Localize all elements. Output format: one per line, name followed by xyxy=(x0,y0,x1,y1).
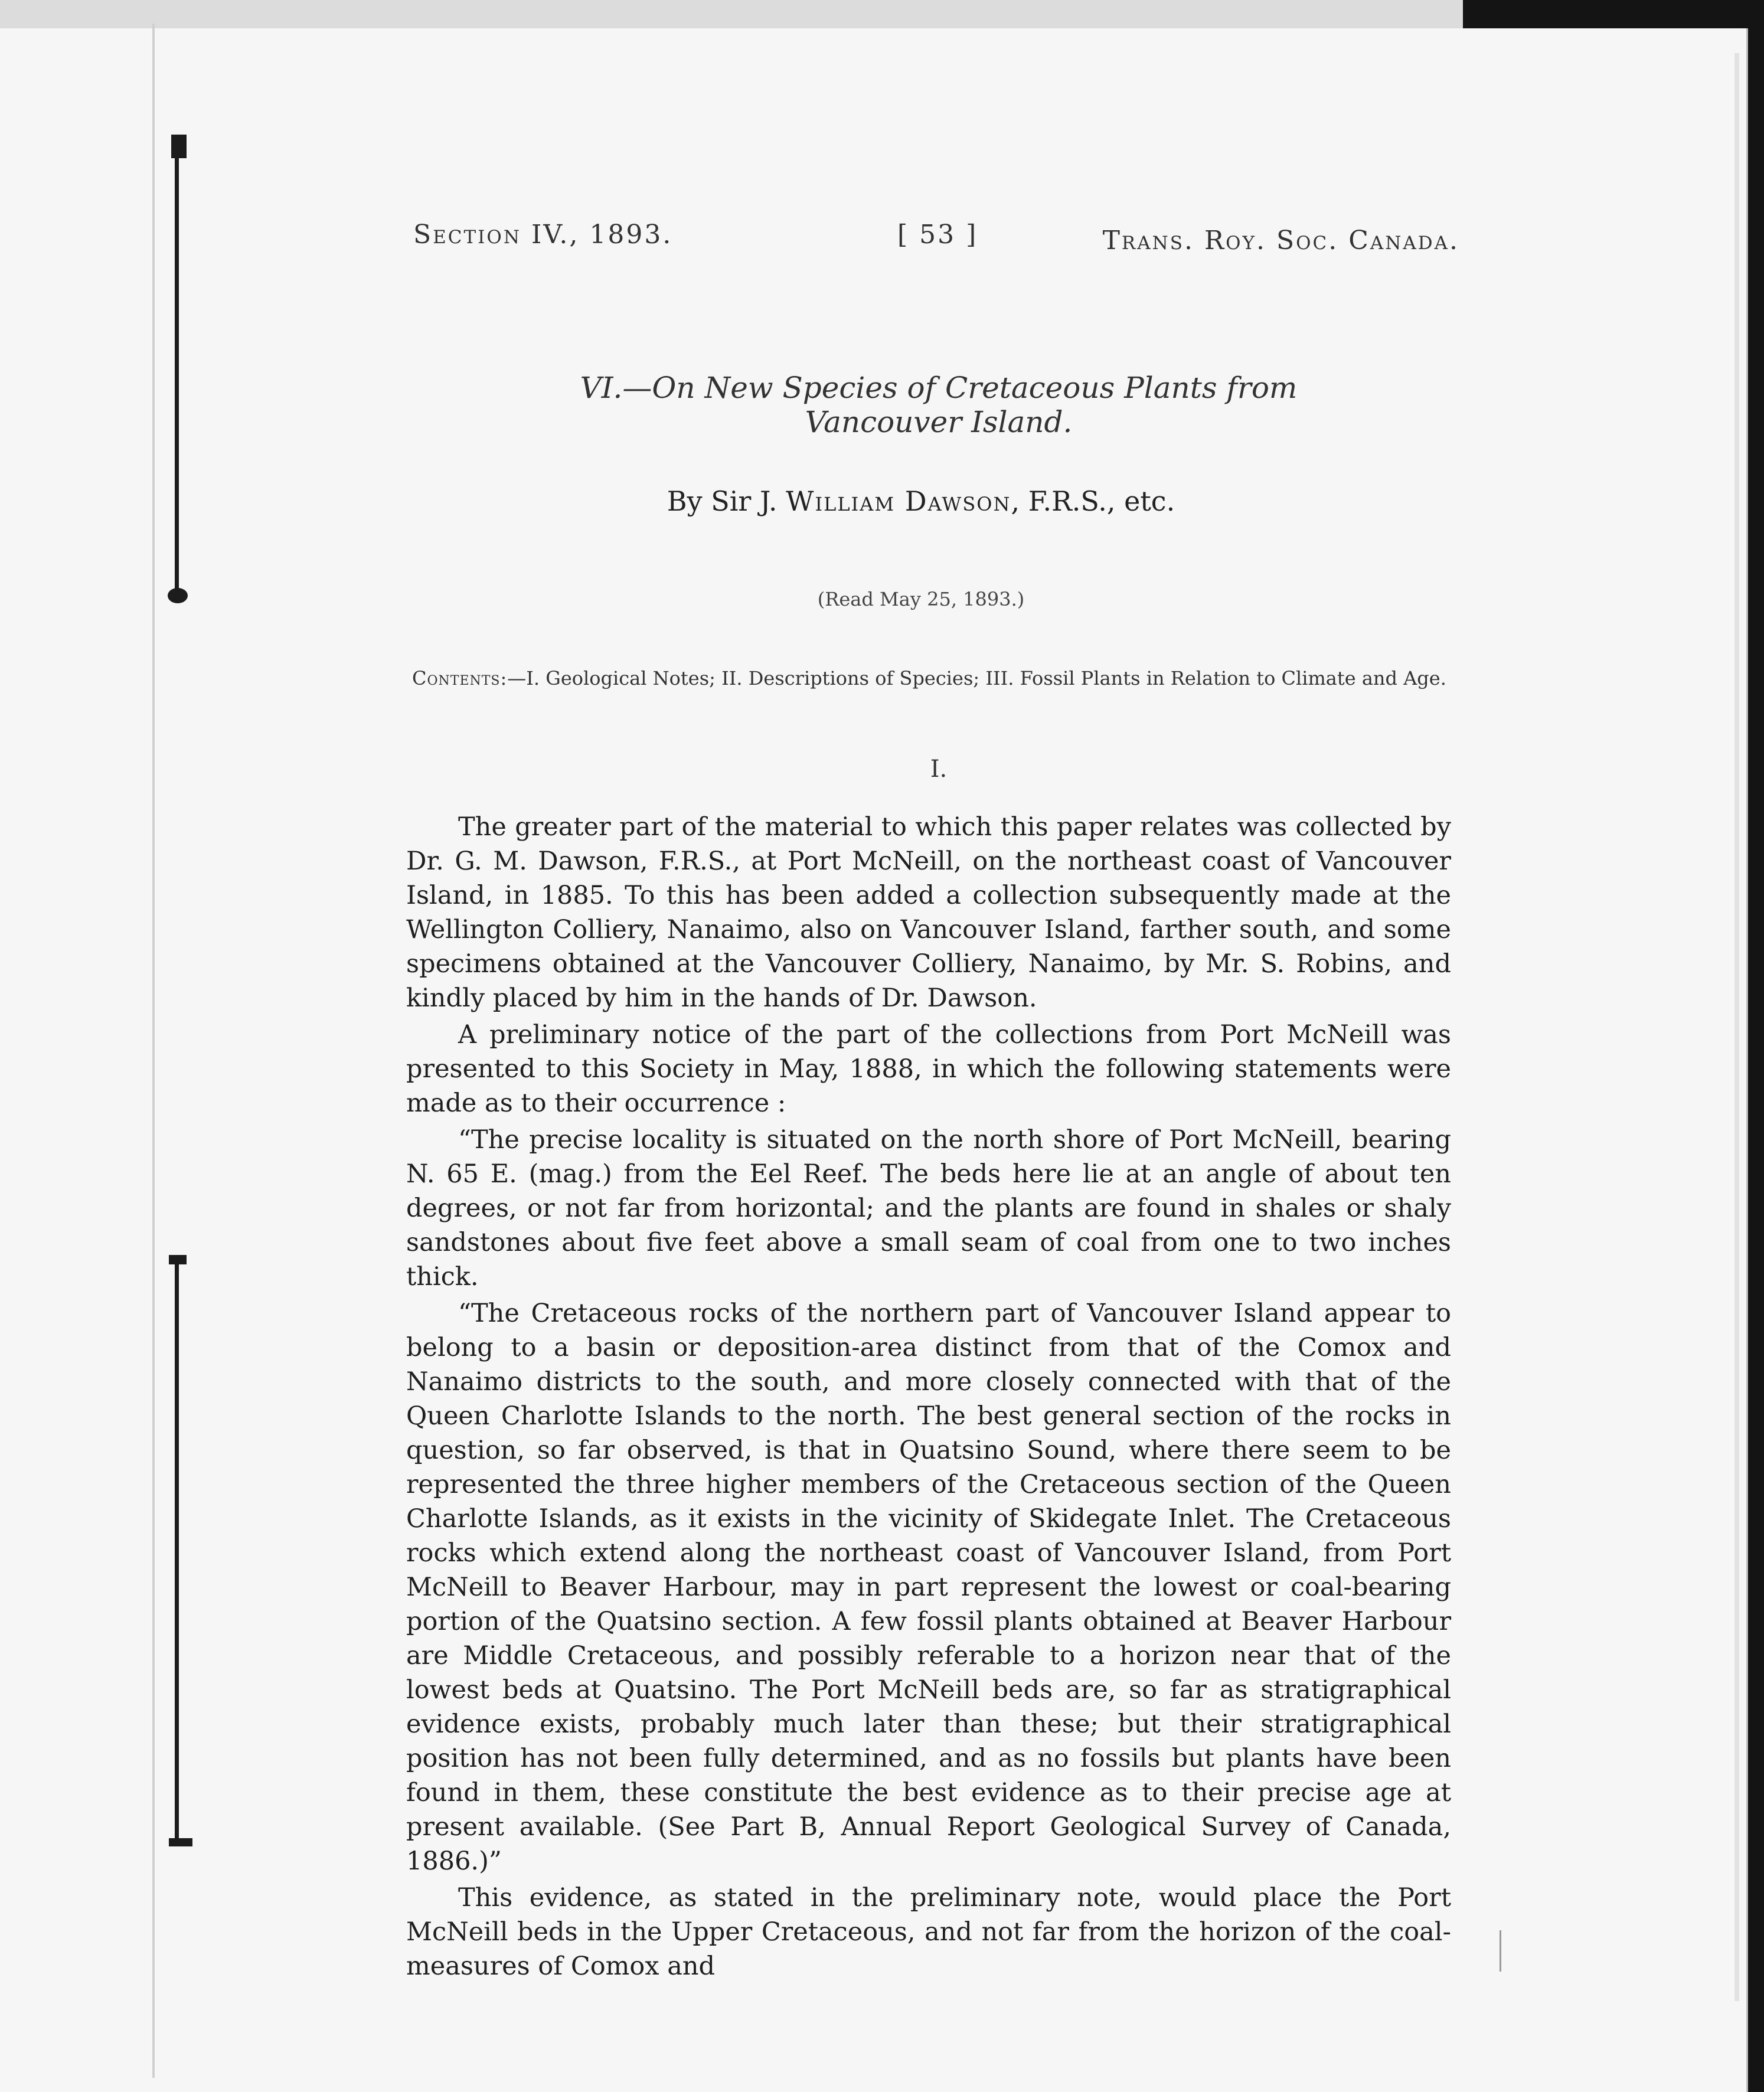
paragraph: “The Cretaceous rocks of the northern part of Vancouver Island appear to belong to a basin or deposition-area distinct from that of the Comox and Nanaimo districts to the south, and more closely connected with that of the Queen Charlotte Islands to the north. The best general section of the rocks in question, so far observed, is that in Quatsino Sound, where there seem to be represented the three higher members of the Cretaceous section of the Queen Charlotte Islands, as it exists in the vicinity of Skidegate Inlet. The Cretaceous rocks which extend along the northeast coast of Vancouver Island, from Port McNeill to Beaver Harbour, may in part represent the lowest or coal-bearing portion of the Quatsino section. A few fossil plants obtained at Beaver Harbour are Middle Cretaceous, and possibly referable to a horizon near that of the lowest beds at Quatsino. The Port McNeill beds are, so far as stratigraphical evidence exists, probably much later than these; but their stratigraphical position has not been fully determined, and as no fossils but plants have been found in them, these constitute the best evidence as to their precise age at present available. (See Part B, Annual Report Geological Survey of Canada, 1886.)” xyxy=(406,1299,1451,1876)
binding-rod-top xyxy=(175,142,179,590)
binding-knob xyxy=(168,588,188,603)
header-journal: Trans. Roy. Soc. Canada. xyxy=(1102,225,1459,256)
binding-foot xyxy=(169,1838,192,1846)
running-header xyxy=(413,220,1459,261)
article-title: VI.—On New Species of Cretaceous Plants from Vancouver Island. xyxy=(580,371,1298,439)
author-prefix: By Sir J. xyxy=(667,485,778,517)
paragraph: This evidence, as stated in the preliminary note, would place the Port McNeill beds in the Upper Cretaceous, and not far from the horizon of the coal-measures of Comox and xyxy=(406,1883,1451,1981)
header-section: Section IV., 1893. xyxy=(413,220,673,250)
paragraph: “The precise locality is situated on the north shore of Port McNeill, bearing N. 65 E. (mag.) from the Eel Reef. The beds here lie at an angle of about ten degrees, or not far from horizontal; and the plants are found in shales or shaly sandstones about five feet above a small seam of coal from one to two inches thick. xyxy=(406,1125,1451,1292)
page-edge xyxy=(1734,53,1739,2001)
author-name: William Dawson xyxy=(786,485,1011,517)
scan-mark xyxy=(1500,1930,1501,1972)
binding-rod-bottom xyxy=(175,1257,179,1842)
contents-label: Contents: xyxy=(412,667,508,689)
contents-line xyxy=(412,667,1457,689)
contents-text: —I. Geological Notes; II. Descriptions of Species; III. Fossil Plants in Relation to Climate and Age. xyxy=(507,667,1446,689)
paragraph: The greater part of the material to which this paper relates was collected by Dr. G. M. Dawson, F.R.S., at Port McNeill, on the northeast coast of Vancouver Island, in 1885. To this has been added a collection subsequently made at the Wellington Colliery, Nanaimo, also on Vancouver Island, farther south, and some specimens obtained at the Vancouver Colliery, Nanaimo, by Mr. S. Robins, and kindly placed by him in the hands of Dr. Dawson. xyxy=(406,812,1451,1013)
body-text xyxy=(406,810,1451,1986)
paragraph: A preliminary notice of the part of the collections from Port McNeill was presented to this Society in May, 1888, in which the following statements were made as to their occurrence : xyxy=(406,1020,1451,1118)
article-author xyxy=(649,485,1193,517)
binding-clip-top xyxy=(171,135,187,158)
author-suffix: , F.R.S., etc. xyxy=(1011,485,1175,517)
section-heading: I. xyxy=(930,756,948,783)
header-page-number: [ 53 ] xyxy=(897,220,978,250)
read-date: (Read May 25, 1893.) xyxy=(817,588,1025,610)
binding-line xyxy=(152,24,155,2078)
